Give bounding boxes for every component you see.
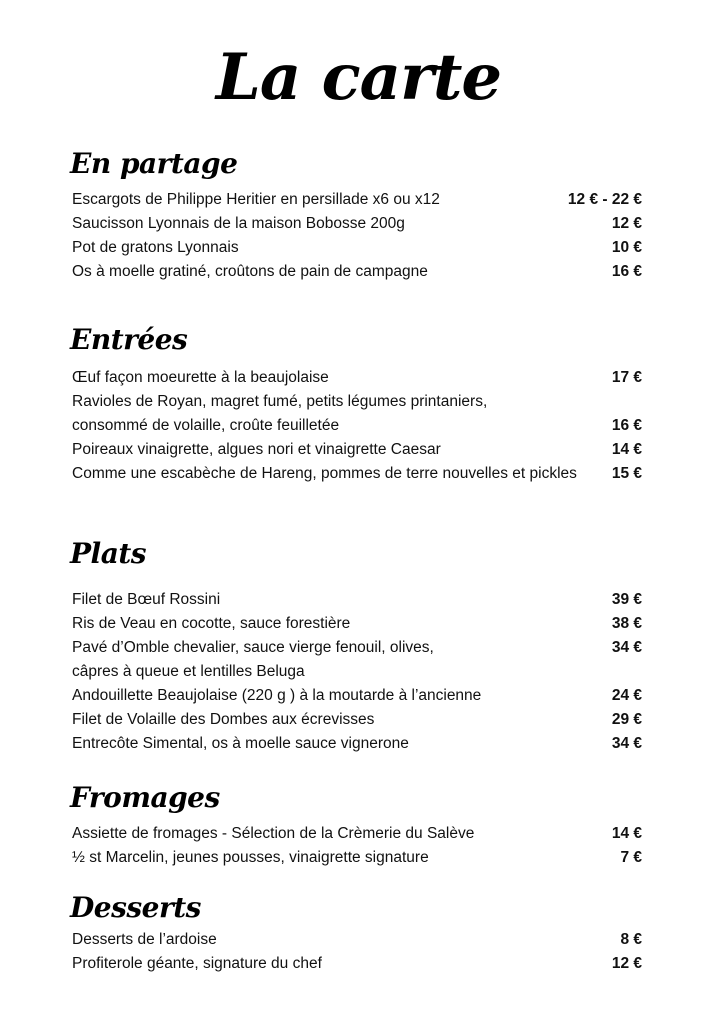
item-price: 14 € [611, 441, 642, 458]
item-name: Œuf façon moeurette à la beaujolaise [72, 369, 329, 386]
menu-item [72, 390, 642, 438]
section-heading-fromages: Fromages [70, 781, 220, 814]
item-price: 24 € [611, 687, 642, 704]
item-price: 16 € [611, 417, 642, 434]
item-name: Ravioles de Royan, magret fumé, petits légumes printaniers, consommé de volaille, croûte feuilletée [72, 393, 488, 434]
item-price: 14 € [611, 825, 642, 842]
item-price: 34 € [611, 639, 642, 656]
menu-item [72, 462, 642, 486]
item-price: 16 € [611, 263, 642, 280]
item-price: 17 € [611, 369, 642, 386]
item-price: 12 € [611, 215, 642, 232]
menu-item [72, 928, 642, 952]
item-price: 34 € [611, 735, 642, 752]
item-name: Filet de Bœuf Rossini [72, 591, 221, 608]
menu-item [72, 732, 642, 756]
section-heading-entrees: Entrées [70, 323, 188, 356]
item-name: Poireaux vinaigrette, algues nori et vinaigrette Caesar [72, 441, 441, 458]
item-price: 39 € [611, 591, 642, 608]
item-name: Saucisson Lyonnais de la maison Bobosse 200g [72, 215, 405, 232]
menu-item [72, 438, 642, 462]
item-name: Entrecôte Simental, os à moelle sauce vignerone [72, 735, 409, 752]
menu-item [72, 188, 642, 212]
item-name: Desserts de l’ardoise [72, 931, 217, 948]
item-price: 7 € [620, 849, 642, 866]
menu-item [72, 822, 642, 846]
item-name: Ris de Veau en cocotte, sauce forestière [72, 615, 351, 632]
item-name: Pavé d’Omble chevalier, sauce vierge fenouil, olives, câpres à queue et lentilles Beluga [72, 639, 434, 680]
item-price: 38 € [611, 615, 642, 632]
menu-item [72, 846, 642, 870]
menu-item [72, 212, 642, 236]
item-name: Filet de Volaille des Dombes aux écrevisses [72, 711, 375, 728]
item-price: 15 € [611, 465, 642, 482]
item-price: 29 € [611, 711, 642, 728]
menu-title: La carte [215, 40, 502, 115]
item-price: 12 € - 22 € [567, 191, 642, 208]
item-price: 8 € [620, 931, 642, 948]
menu-item [72, 588, 642, 612]
section-heading-plats: Plats [70, 537, 147, 570]
item-name: Comme une escabèche de Hareng, pommes de terre nouvelles et pickles [72, 465, 577, 482]
item-name: ½ st Marcelin, jeunes pousses, vinaigrette signature [72, 849, 429, 866]
item-name: Profiterole géante, signature du chef [72, 955, 322, 972]
menu-item [72, 366, 642, 390]
menu-item [72, 636, 642, 684]
menu-item [72, 684, 642, 708]
item-name: Os à moelle gratiné, croûtons de pain de campagne [72, 263, 428, 280]
menu-item [72, 952, 642, 976]
item-name: Escargots de Philippe Heritier en persillade x6 ou x12 [72, 191, 440, 208]
menu-item [72, 260, 642, 284]
item-price: 12 € [611, 955, 642, 972]
section-heading-desserts: Desserts [70, 891, 201, 924]
menu-item [72, 236, 642, 260]
item-name: Andouillette Beaujolaise (220 g ) à la moutarde à l’ancienne [72, 687, 482, 704]
section-heading-partage: En partage [70, 147, 238, 180]
item-name: Assiette de fromages - Sélection de la Crèmerie du Salève [72, 825, 475, 842]
item-price: 10 € [611, 239, 642, 256]
menu-item [72, 612, 642, 636]
menu-item [72, 708, 642, 732]
item-name: Pot de gratons Lyonnais [72, 239, 239, 256]
